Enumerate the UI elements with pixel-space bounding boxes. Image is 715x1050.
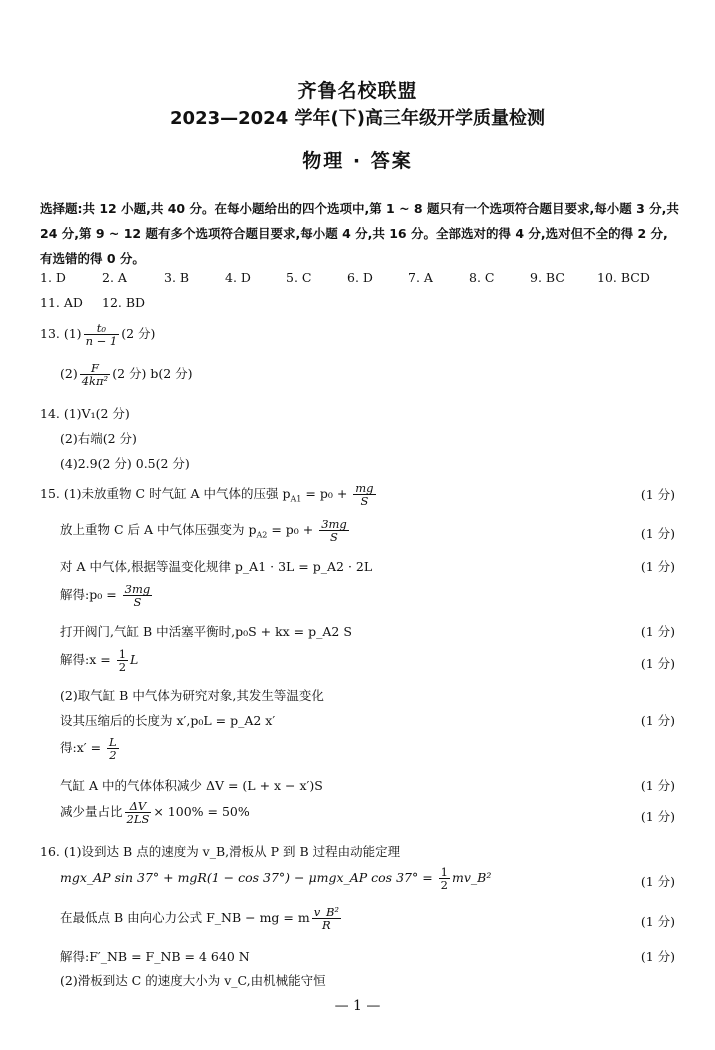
answer-12: 12. BD [102, 295, 146, 310]
answer-2: 2. A [102, 270, 127, 285]
q14-line1: 14. (1)V₁(2 分) [40, 406, 130, 421]
q16-line5: (2)滑板到达 C 的速度大小为 v_C,由机械能守恒 [60, 973, 326, 988]
q16-score-2: (1 分) [640, 914, 675, 929]
page-number: — 1 — [334, 998, 381, 1014]
q15-score-1: (1 分) [640, 487, 675, 502]
q15-line10: 气缸 A 中的气体体积减少 ΔV = (L + x − x′)S [60, 778, 323, 793]
q15-score-4: (1 分) [640, 624, 675, 639]
q15-line4: 解得:p₀ = $\frac{3mg}{S}$ [60, 582, 151, 610]
answer-11: 11. AD [40, 295, 83, 310]
q15-score-6: (1 分) [640, 713, 675, 728]
q16-score-1: (1 分) [640, 874, 675, 889]
q15-score-2: (1 分) [640, 526, 675, 541]
q16-line1: 16. (1)设到达 B 点的速度为 v_B,滑板从 P 到 B 过程由动能定理 [40, 844, 401, 859]
q16-score-3: (1 分) [640, 949, 675, 964]
answer-9: 9. BC [530, 270, 565, 285]
q13-part1: 13. (1) $\frac{\text{t₀}}{n - 1}$ (2 分) [40, 321, 156, 349]
answer-7: 7. A [408, 270, 433, 285]
answer-3: 3. B [164, 270, 190, 285]
subject-title: 物理 · 答案 [302, 150, 413, 172]
q16-line2: mgx_AP sin 37° + mgR(1 − cos 37°) − μmgx_AP cos 37° = $\frac{1}{2}$ mv_B² [60, 865, 492, 893]
q14-line2: (2)右端(2 分) [60, 431, 137, 446]
q15-line7: (2)取气缸 B 中气体为研究对象,其发生等温变化 [60, 688, 324, 703]
exam-title: 2023—2024 学年(下)高三年级开学质量检测 [170, 108, 545, 129]
q15-score-7: (1 分) [640, 778, 675, 793]
q15-score-3: (1 分) [640, 559, 675, 574]
q14-line3: (4)2.9(2 分) 0.5(2 分) [60, 456, 190, 471]
q15-line6: 解得:x = $\frac{1}{2}$ L [60, 647, 139, 675]
q15-line3: 对 A 中气体,根据等温变化规律 p_A1 · 3L = p_A2 · 2L [60, 559, 373, 574]
org-title: 齐鲁名校联盟 [297, 80, 418, 102]
q16-line3: 在最低点 B 由向心力公式 F_NB − mg = m $\frac{\text{v\_B²}}{R}$ [60, 905, 340, 933]
answer-1: 1. D [40, 270, 66, 285]
q15-line1: 15. (1)未放重物 C 时气缸 A 中气体的压强 $p_{A1} = p_0$ + $\frac{mg}{S}$ [40, 481, 374, 509]
q13-part2: (2) $\frac{F}{\text{4kπ²}}$ (2 分) b(2 分) [60, 361, 193, 389]
q15-line2: 放上重物 C 后 A 中气体压强变为 $p_{A2} = p_0$ + $\frac{3mg}{S}$ [60, 517, 347, 545]
answer-8: 8. C [469, 270, 495, 285]
answers-row-2 [40, 295, 164, 310]
answer-10: 10. BCD [597, 270, 650, 285]
q15-line9: 得:x′ = $\frac{L}{2}$ [60, 735, 117, 763]
answer-4: 4. D [225, 270, 251, 285]
answer-5: 5. C [286, 270, 312, 285]
q15-line8: 设其压缩后的长度为 x′,p₀L = p_A2 x′ [60, 713, 276, 728]
q15-line11: 减少量占比 $\frac{\Delta V}{2LS}$ × 100% = 50% [60, 799, 250, 827]
choice-instructions: 选择题:共 12 小题,共 40 分。在每小题给出的四个选项中,第 1 ~ 8 题只有一个选项符合题目要求,每小题 3 分,共 24 分,第 9 ~ 12 题有多个选项符合题目要求,每小题 4 分,共 16 分。全部选对的得 4 分,选对但不全的得 2 分,有选错的得 0 分。 [40, 201, 679, 266]
q16-line4: 解得:F′_NB = F_NB = 4 640 N [60, 949, 250, 964]
q15-score-5: (1 分) [640, 656, 675, 671]
answers-row-1 [40, 270, 657, 285]
q15-score-8: (1 分) [640, 809, 675, 824]
answer-6: 6. D [347, 270, 373, 285]
q15-line5: 打开阀门,气缸 B 中活塞平衡时,p₀S + kx = p_A2 S [60, 624, 352, 639]
